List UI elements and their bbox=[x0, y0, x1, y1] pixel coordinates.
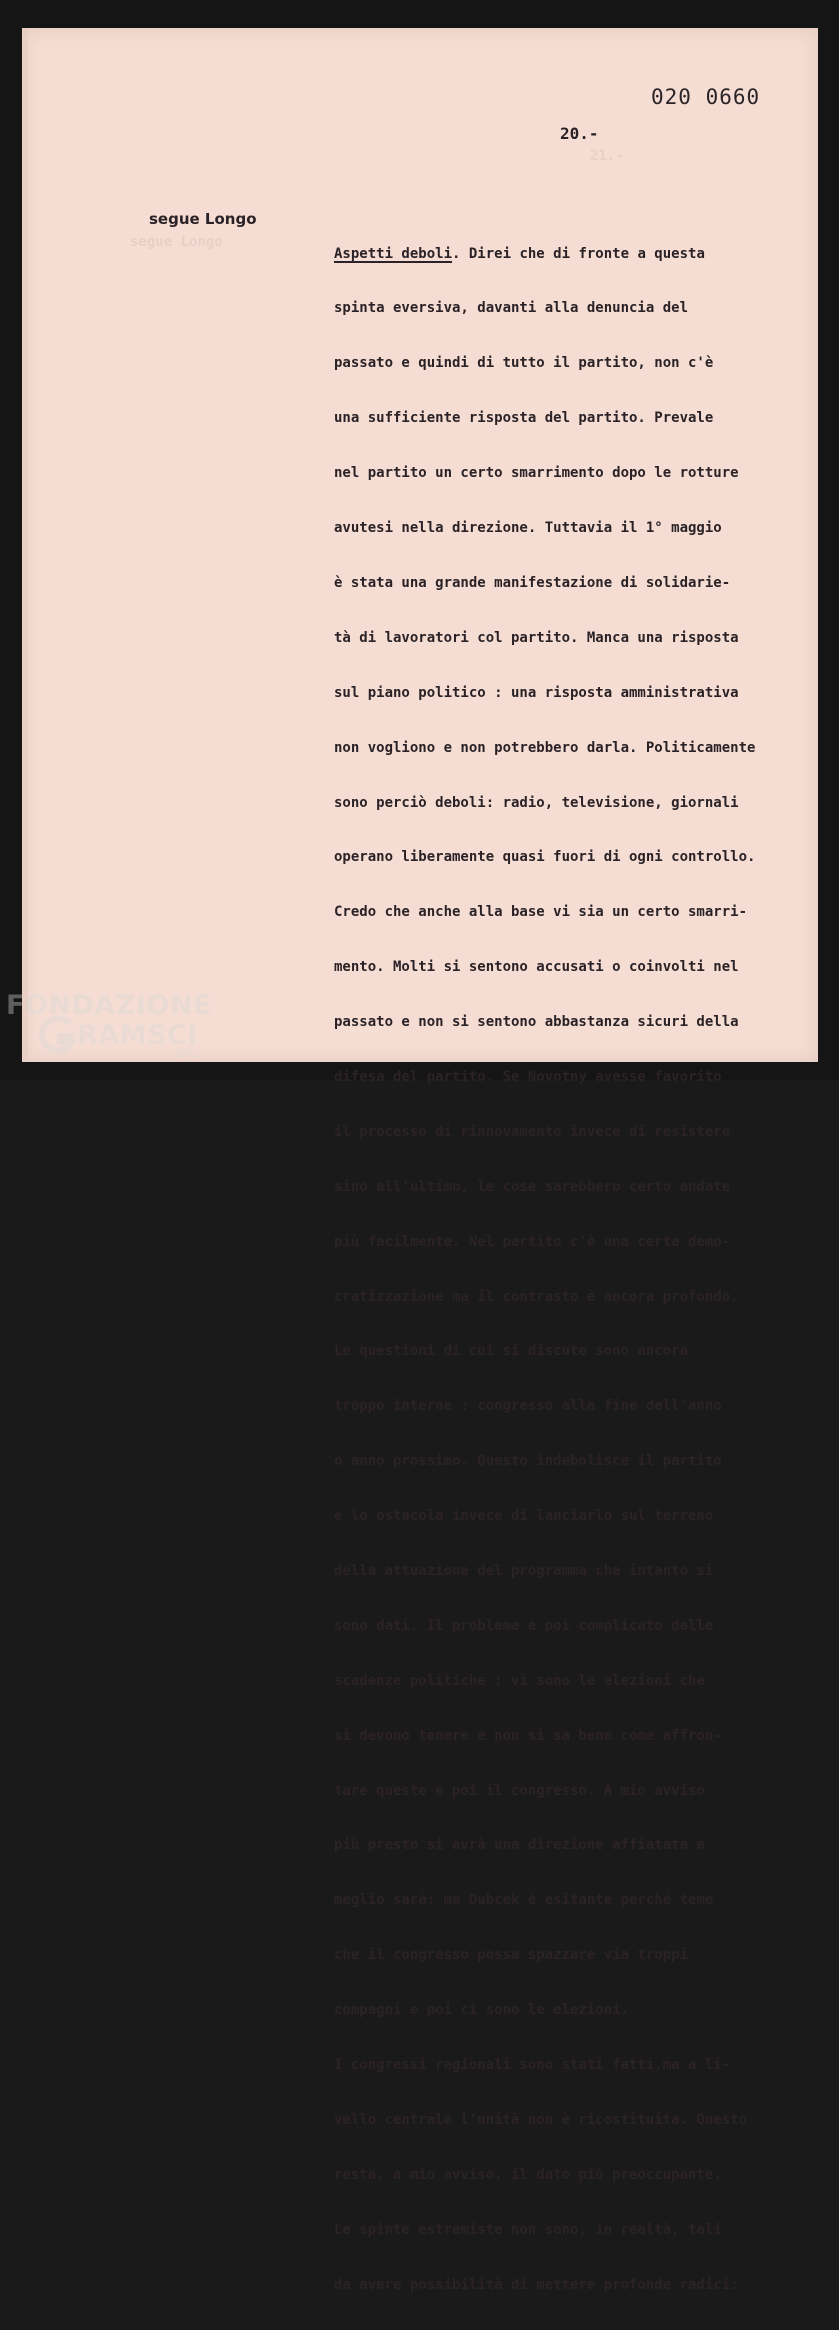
body-line: che il congresso possa spazzare via troppi bbox=[334, 1947, 689, 1964]
body-line: mento. Molti si sentono accusati o coinvolti nel bbox=[334, 959, 739, 976]
bleed-through-page-number: 21.- bbox=[590, 148, 624, 164]
body-line-text: . Direi che di fronte a questa bbox=[452, 245, 705, 262]
body-line: avutesi nella direzione. Tuttavia il 1° maggio bbox=[334, 520, 722, 537]
body-line: meglio sarà: ma Dubcek è esitante perché teme bbox=[334, 1892, 714, 1909]
body-line: compagni e poi ci sono le elezioni. bbox=[334, 2002, 630, 2019]
body-line: scadenze politiche : vi sono le elezioni che bbox=[334, 1672, 705, 1689]
body-line: sul piano politico : una risposta amministrativa bbox=[334, 684, 739, 701]
body-line: spinta eversiva, davanti alla denuncia del bbox=[334, 300, 689, 317]
body-line: Le questioni di cui si discute sono ancora bbox=[334, 1343, 689, 1360]
body-line: tare queste e poi il congresso. A mio avviso bbox=[334, 1782, 705, 1799]
body-line: si devono tenere e non si sa bene come affron- bbox=[334, 1727, 722, 1744]
body-line: vello centrale l'unità non è ricostituita. Questo bbox=[334, 2111, 748, 2128]
body-line: Credo che anche alla base vi sia un certo smarri- bbox=[334, 904, 748, 921]
archive-code: 020 0660 bbox=[651, 85, 761, 109]
body-line: troppo interne : congresso alla fine dell'anno bbox=[334, 1398, 722, 1415]
body-line: sono dati. Il problema è poi complicato dalle bbox=[334, 1617, 714, 1634]
section-heading: Aspetti deboli bbox=[334, 245, 453, 262]
watermark-line1: FONDAZIONE bbox=[6, 990, 212, 1021]
body-line: o anno prossimo. Questo indebolisce il partito bbox=[334, 1453, 722, 1470]
body-line: da avere possibilità di mettere profonde radici: bbox=[334, 2276, 739, 2293]
body-line: Le spinte estremiste non sono, in realtà, tali bbox=[334, 2221, 722, 2238]
body-line: sino all'ultimo, le cose sarebbero certo andate bbox=[334, 1178, 731, 1195]
body-text bbox=[334, 208, 804, 2330]
body-line: operano liberamente quasi fuori di ogni controllo. bbox=[334, 849, 756, 866]
watermark-line2: RAMSCI bbox=[77, 1020, 198, 1051]
body-line: non vogliono e non potrebbero darla. Politicamente bbox=[334, 739, 756, 756]
fondazione-gramsci-watermark bbox=[6, 990, 216, 1065]
body-line: una sufficiente risposta del partito. Prevale bbox=[334, 410, 714, 427]
body-line: sono perciò deboli: radio, televisione, giornali bbox=[334, 794, 739, 811]
body-line: passato e non si sentono abbastanza sicuri della bbox=[334, 1014, 739, 1031]
body-line: cratizzazione ma il contrasto è ancora profondo. bbox=[334, 1288, 739, 1305]
body-line: il processo di rinnovamento invece di resistere bbox=[334, 1123, 731, 1140]
body-line: e lo ostacola invece di lanciarlo sul terreno bbox=[334, 1508, 714, 1525]
gramsci-g-logo-icon bbox=[40, 1016, 76, 1056]
body-line bbox=[334, 245, 804, 263]
body-line: tà di lavoratori col partito. Manca una risposta bbox=[334, 629, 739, 646]
speaker-label: segue Longo bbox=[149, 210, 257, 228]
body-line: è stata una grande manifestazione di solidarie- bbox=[334, 574, 731, 591]
body-line: più presto si avrà una direzione affiatata e bbox=[334, 1837, 705, 1854]
body-line: resta, a mio avviso, il dato più preoccupante. bbox=[334, 2166, 722, 2183]
page-number: 20.- bbox=[560, 124, 599, 143]
body-line: più facilmente. Nel partito c'è una certa demo- bbox=[334, 1233, 731, 1250]
bleed-through-speaker: segue Longo bbox=[130, 234, 223, 250]
page-edge bbox=[22, 28, 28, 1062]
body-line: nel partito un certo smarrimento dopo le rotture bbox=[334, 465, 739, 482]
body-line: difesa del partito. Se Novotny avesse favorito bbox=[334, 1068, 722, 1085]
body-line: della attuazione del programma che intanto si bbox=[334, 1562, 714, 1579]
body-line: passato e quindi di tutto il partito, non c'è bbox=[334, 355, 714, 372]
body-line: I congressi regionali sono stati fatti,ma a li- bbox=[334, 2056, 731, 2073]
watermark-suffix: onlus bbox=[176, 1050, 201, 1060]
